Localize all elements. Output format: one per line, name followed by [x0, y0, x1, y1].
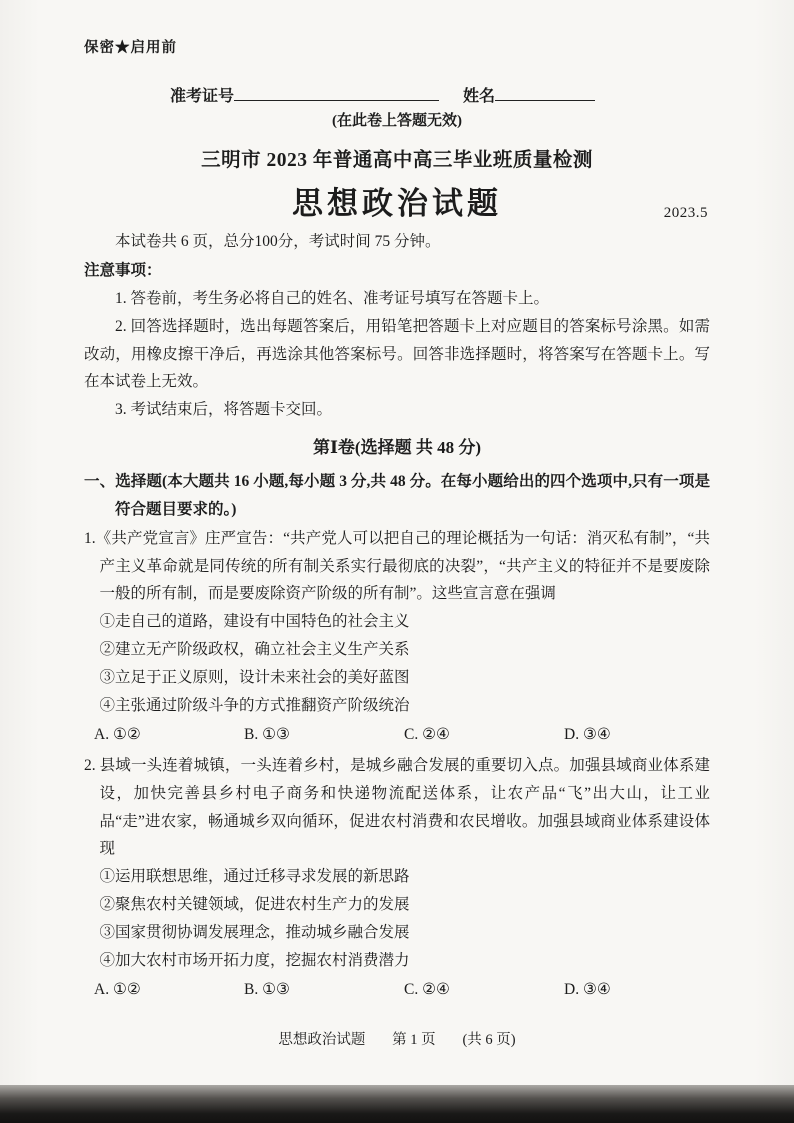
- question-2: [84, 752, 710, 1004]
- section-instruction: 一、选择题(本大题共 16 小题,每小题 3 分,共 48 分。在每小题给出的四个选项中,只有一项是符合题目要求的。): [84, 472, 710, 518]
- footer-page-number: 第 1 页: [392, 1031, 436, 1048]
- note-item-2: 2. 回答选择题时，选出每题答案后，用铅笔把答题卡上对应题目的答案标号涂黑。如需改动，用橡皮擦干净后，再选涂其他答案标号。回答非选择题时，将答案写在答题卡上。写在本试卷上无效。: [84, 317, 710, 391]
- question-2-item-1: ①运用联想思维，通过迁移寻求发展的新思路: [99, 868, 410, 886]
- question-2-option-b: B. ①③: [244, 980, 290, 998]
- question-2-option-c: C. ②④: [404, 980, 450, 998]
- exam-title: 思想政治试题: [292, 186, 502, 221]
- page-footer: [84, 1028, 710, 1049]
- question-1-items: [84, 608, 710, 720]
- question-1-option-d: D. ③④: [564, 725, 611, 743]
- question-1-item-1: ①走自己的道路，建设有中国特色的社会主义: [99, 613, 410, 631]
- note-item-1: 1. 答卷前，考生务必将自己的姓名、准考证号填写在答题卡上。: [115, 289, 550, 307]
- question-2-item-2: ②聚焦农村关键领域，促进农村生产力的发展: [99, 896, 410, 914]
- footer-total-pages: (共 6 页): [462, 1031, 516, 1048]
- name-label: 姓名: [463, 88, 496, 105]
- question-1-options: [84, 721, 710, 749]
- question-1-option-c: C. ②④: [404, 725, 450, 743]
- name-blank-field: [495, 85, 595, 101]
- section-title: 第Ⅰ卷(选择题 共 48 分): [312, 438, 482, 458]
- exam-date: 2023.5: [663, 205, 708, 221]
- exam-body: [84, 228, 710, 1004]
- question-2-item-3: ③国家贯彻协调发展理念，推动城乡融合发展: [99, 924, 410, 942]
- question-1-item-3: ③立足于正义原则，设计未来社会的美好蓝图: [99, 669, 410, 687]
- question-2-option-a: A. ①②: [94, 980, 141, 998]
- exam-number-blank-field: [234, 85, 439, 101]
- confidential-notice: 保密★启用前: [84, 40, 177, 56]
- scan-edge: [0, 1085, 794, 1123]
- question-2-items: [84, 863, 710, 975]
- footer-exam-title: 思想政治试题: [278, 1031, 366, 1048]
- question-1-item-2: ②建立无产阶级政权，确立社会主义生产关系: [99, 641, 410, 659]
- question-2-option-d: D. ③④: [564, 980, 611, 998]
- question-1-option-b: B. ①③: [244, 725, 290, 743]
- exam-subtitle: 三明市 2023 年普通高中高三毕业班质量检测: [201, 150, 593, 171]
- question-1: [84, 525, 710, 749]
- title-row: [84, 180, 710, 228]
- question-2-item-4: ④加大农村市场开拓力度，挖掘农村消费潜力: [99, 951, 410, 969]
- exam-intro: 本试卷共 6 页，总分100分，考试时间 75 分钟。: [115, 233, 441, 250]
- note-item-3: 3. 考试结束后，将答题卡交回。: [115, 401, 333, 419]
- notes-heading: 注意事项：: [84, 261, 162, 279]
- question-1-stem: 1.《共产党宣言》庄严宣告：“共产党人可以把自己的理论概括为一句话：消灭私有制”，“共产主义革命就是同传统的所有制关系实行最彻底的决裂”，“共产主义的特征并不是要废除一般的所有制，而是要废除资产阶级的所有制”。这些宣言意在强调: [84, 529, 710, 603]
- question-1-item-4: ④主张通过阶级斗争的方式推翻资产阶级统治: [99, 696, 410, 714]
- question-2-options: [84, 976, 710, 1004]
- question-1-option-a: A. ①②: [94, 725, 141, 743]
- question-2-stem: 2. 县域一头连着城镇，一头连着乡村，是城乡融合发展的重要切入点。加强县域商业体系建设，加快完善县乡村电子商务和快递物流配送体系，让农产品“飞”出大山，让工业品“走”进农家，畅通城乡双向循环，促进农村消费和农民增收。加强县域商业体系建设体现: [84, 756, 710, 858]
- candidate-info-row: [84, 83, 710, 106]
- invalid-note: (在此卷上答题无效): [332, 113, 462, 129]
- exam-number-label: 准考证号: [170, 88, 235, 105]
